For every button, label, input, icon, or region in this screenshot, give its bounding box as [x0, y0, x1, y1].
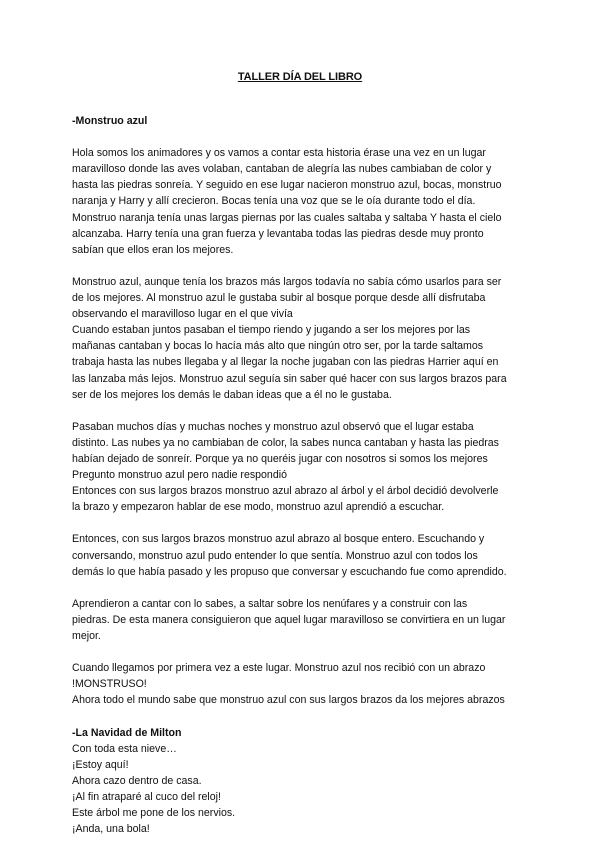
paragraph-5 — [72, 596, 532, 644]
spacer — [72, 515, 532, 531]
text-line: Cuando estaban juntos pasaban el tiempo riendo y jugando a ser los mejores por las — [72, 324, 471, 337]
spacer — [72, 580, 532, 596]
paragraph-6 — [72, 660, 532, 708]
text-line: Con toda esta nieve… — [72, 742, 177, 755]
text-line: Aprendieron a cantar con lo sabes, a saltar sobre los nenúfares y a construir con las — [72, 597, 468, 610]
text-line: Hola somos los animadores y os vamos a contar esta historia érase una vez en un lugar — [72, 147, 486, 160]
text-line: ser de los mejores los demás le daban ideas que a él no le gustaba. — [72, 388, 392, 401]
text-line: piedras. De esta manera consiguieron que aquel lugar maravilloso se convirtiera en un lugar — [72, 613, 506, 626]
paragraph-2 — [72, 274, 532, 403]
text-line: alcanzaba. Harry tenía una gran fuerza y levantaba todas las piedras desde muy pronto — [72, 227, 484, 240]
text-line: la brazo y empezaron hablar de ese modo, monstruo azul aprendió a escuchar. — [72, 501, 445, 514]
document-body — [72, 113, 532, 837]
text-line: Entonces con sus largos brazos monstruo azul abrazo al árbol y el árbol decidió devolverle — [72, 485, 499, 498]
spacer — [72, 708, 532, 724]
text-line: ¡Estoy aquí! — [72, 758, 129, 771]
text-line: ¡Anda, una bola! — [72, 823, 150, 836]
text-line: mañanas cantaban y bocas lo hacía más alto que ningún otro ser, por la tarde saltamos — [72, 340, 484, 353]
text-line: Entonces, con sus largos brazos monstruo azul abrazo al bosque entero. Escuchando y — [72, 533, 485, 546]
spacer — [72, 403, 532, 419]
text-line: naranja y Harry y allí crecieron. Bocas tenía una voz que se le oía durante todo el día. — [72, 195, 476, 208]
text-line: conversando, monstruo azul pudo entender lo que sentía. Monstruo azul con todos los — [72, 549, 478, 562]
spacer — [72, 258, 532, 274]
text-line: maravilloso donde las aves volaban, cantaban de alegría las nubes cambiaban de color y — [72, 163, 492, 176]
spacer — [72, 129, 532, 145]
text-line: Monstruo azul, aunque tenía los brazos más largos todavía no sabía cómo usarlos para ser — [72, 275, 502, 288]
text-line: mejor. — [72, 630, 101, 642]
text-line: Pregunto monstruo azul pero nadie respondió — [72, 469, 287, 482]
text-line: habían dejado de sonreír. Porque ya no queréis jugar con nosotros si somos los mejores — [72, 452, 488, 465]
text-line: trabaja hasta las nubes llegaba y al llegar la noche jugaban con las piedras Harrier aquí en — [72, 356, 499, 369]
text-line: Cuando llegamos por primera vez a este lugar. Monstruo azul nos recibió con un abrazo — [72, 662, 486, 675]
text-line: de los mejores. Al monstruo azul le gustaba subir al bosque porque desde allí disfrutaba — [72, 292, 486, 305]
text-line: !MONSTRUSO! — [72, 678, 147, 691]
text-line: hasta las piedras sonreía. Y seguido en ese lugar nacieron monstruo azul, bocas, monstruo — [72, 179, 502, 192]
text-line: distinto. Las nubes ya no cambiaban de color, la sabes nunca cantaban y hasta las piedras — [72, 436, 499, 449]
text-line: observando el maravilloso lugar en el que vivía — [72, 308, 293, 321]
section-heading-monstruo-azul: -Monstruo azul — [72, 115, 148, 127]
text-line: ¡Al fin atraparé al cuco del reloj! — [72, 790, 221, 803]
text-line: Pasaban muchos días y muchas noches y monstruo azul observó que el lugar estaba — [72, 420, 474, 433]
text-line: Monstruo naranja tenía unas largas piernas por las cuales saltaba y saltaba Y hasta el cielo — [72, 211, 502, 224]
paragraph-milton — [72, 741, 532, 838]
text-line: Este árbol me pone de los nervios. — [72, 807, 236, 820]
paragraph-3 — [72, 419, 532, 516]
section-heading-navidad-milton: -La Navidad de Milton — [72, 726, 182, 739]
paragraph-1 — [72, 145, 532, 258]
spacer — [72, 644, 532, 660]
text-line: las lanzaba más lejos. Monstruo azul seguía sin saber qué hacer con sus largos brazos para — [72, 372, 507, 385]
paragraph-4 — [72, 531, 532, 579]
page-title: TALLER DÍA DEL LIBRO — [237, 71, 363, 83]
text-line: sabían que ellos eran los mejores. — [72, 243, 234, 256]
text-line: demás lo que había pasado y les propuso que conversar y escuchando fue como aprendido. — [72, 565, 507, 578]
text-line: Ahora cazo dentro de casa. — [72, 774, 202, 787]
text-line: Ahora todo el mundo sabe que monstruo azul con sus largos brazos da los mejores abrazos — [72, 694, 505, 707]
